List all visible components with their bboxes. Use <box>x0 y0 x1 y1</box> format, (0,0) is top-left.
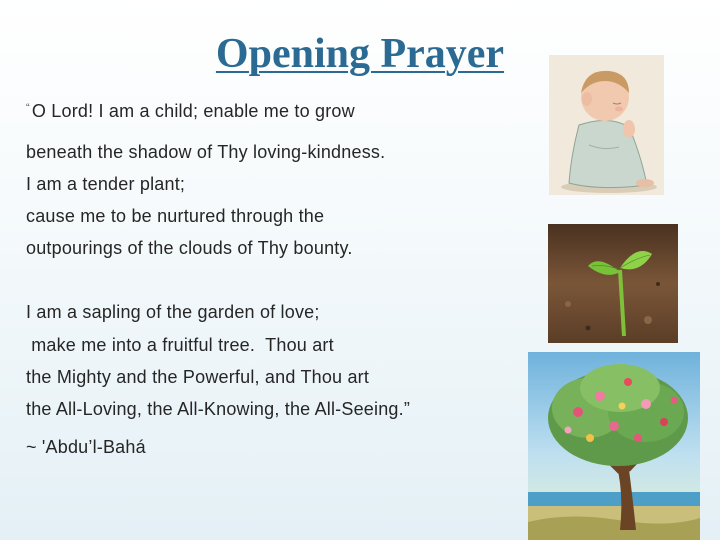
open-quote-mark: “ <box>26 102 30 114</box>
prayer-line-5: outpourings of the clouds of Thy bounty. <box>26 238 353 258</box>
prayer-line-9: the All-Loving, the All-Knowing, the All-Seeing.” <box>26 399 411 419</box>
slide-title: Opening Prayer <box>215 31 505 77</box>
attribution: ~ 'Abdu’l-Bahá <box>26 437 146 457</box>
fruitful-tree-image <box>528 352 700 540</box>
prayer-line-6: I am a sapling of the garden of love; <box>26 302 320 322</box>
prayer-line-7: make me into a fruitful tree. Thou art <box>26 335 334 355</box>
sprout-seedling-image <box>548 224 678 343</box>
praying-child-image <box>549 55 664 195</box>
prayer-line-1 <box>26 101 355 122</box>
prayer-line-8: the Mighty and the Powerful, and Thou art <box>26 367 370 387</box>
prayer-line-4: cause me to be nurtured through the <box>26 206 325 226</box>
prayer-line-1-text: O Lord! I am a child; enable me to grow <box>31 101 355 121</box>
prayer-line-3: I am a tender plant; <box>26 174 186 194</box>
prayer-line-2: beneath the shadow of Thy loving-kindness. <box>26 142 386 162</box>
